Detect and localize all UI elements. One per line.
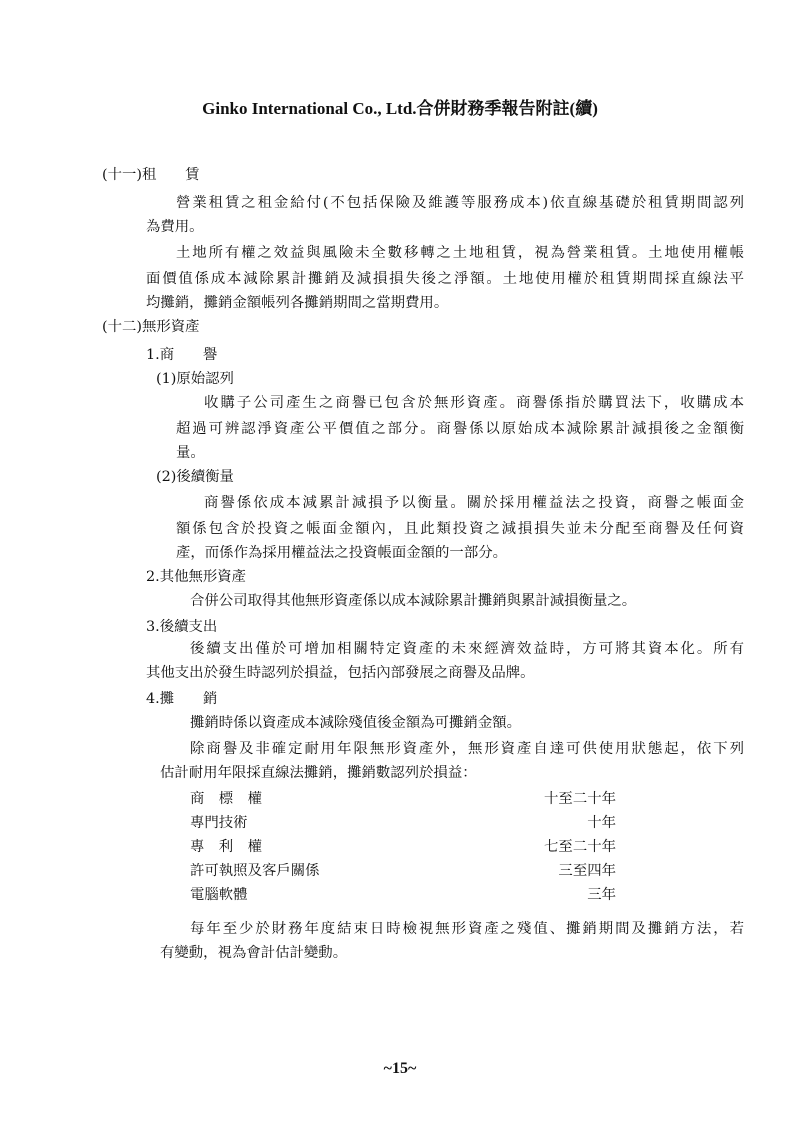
page-number: ~15~ [383, 1060, 417, 1077]
amortization-line: 除商譽及非確定耐用年限無形資產外，無形資產自達可供使用狀態起，依下列 [190, 741, 744, 757]
section-heading-intangible: (十二)無形資產 [102, 319, 200, 335]
section-heading-lease: (十一)租 賃 [102, 167, 200, 183]
useful-life-period: 七至二十年 [544, 839, 616, 855]
useful-life-period: 三至四年 [558, 863, 616, 879]
lease-paragraph-line: 營業租賃之租金給付(不包括保險及維護等服務成本)依直線基礎於租賃期間認列 [176, 195, 744, 211]
amortization-line: 估計耐用年限採直線法攤銷，攤銷數認列於損益： [160, 765, 477, 781]
useful-life-asset: 電腦軟體 [190, 887, 248, 903]
amortization-review-line: 有變動，視為會計估計變動。 [160, 945, 348, 961]
item-heading-subsequent-measurement: (2)後續衡量 [156, 469, 234, 485]
lease-paragraph-line: 均攤銷，攤銷金額帳列各攤銷期間之當期費用。 [146, 295, 449, 311]
goodwill-subsequent-line: 產，而係作為採用權益法之投資帳面金額的一部分。 [176, 545, 507, 561]
useful-life-asset: 專 利 權 [190, 839, 262, 855]
expenditure-line: 其他支出於發生時認列於損益，包括內部發展之商譽及品牌。 [146, 665, 535, 681]
page-title: Ginko International Co., Ltd.合併財務季報告附註(續) [202, 99, 598, 118]
useful-life-period: 十年 [587, 815, 616, 831]
useful-life-period: 十至二十年 [544, 791, 616, 807]
useful-life-asset: 商 標 權 [190, 791, 262, 807]
subsection-heading-amortization: 4.攤 銷 [146, 691, 218, 707]
useful-life-period: 三年 [587, 887, 616, 903]
subsection-heading-other-intangibles: 2.其他無形資產 [146, 569, 247, 585]
goodwill-subsequent-line: 額係包含於投資之帳面金額內，且此類投資之減損損失並未分配至商譽及任何資 [176, 521, 744, 537]
goodwill-initial-line: 超過可辨認淨資產公平價值之部分。商譽係以原始成本減除累計減損後之金額衡 [176, 421, 744, 437]
other-intangibles-line: 合併公司取得其他無形資產係以成本減除累計攤銷與累計減損衡量之。 [190, 593, 637, 609]
expenditure-line: 後續支出僅於可增加相關特定資產的未來經濟效益時，方可將其資本化。所有 [190, 641, 744, 657]
subsection-heading-subsequent-expenditure: 3.後續支出 [146, 619, 218, 635]
subsection-heading-goodwill: 1.商 譽 [146, 347, 218, 363]
lease-paragraph-line: 面價值係成本減除累計攤銷及減損損失後之淨額。土地使用權於租賃期間採直線法平 [146, 271, 744, 287]
item-heading-initial-recognition: (1)原始認列 [156, 371, 234, 387]
useful-life-asset: 許可執照及客戶關係 [190, 863, 320, 879]
lease-paragraph-line: 為費用。 [146, 219, 204, 235]
lease-paragraph-line: 土地所有權之效益與風險未全數移轉之土地租賃，視為營業租賃。土地使用權帳 [176, 245, 744, 261]
amortization-line: 攤銷時係以資產成本減除殘值後金額為可攤銷金額。 [190, 715, 521, 731]
amortization-review-line: 每年至少於財務年度結束日時檢視無形資產之殘值、攤銷期間及攤銷方法，若 [190, 921, 744, 937]
goodwill-initial-line: 收購子公司產生之商譽已包含於無形資產。商譽係指於購買法下，收購成本 [204, 395, 744, 411]
goodwill-subsequent-line: 商譽係依成本減累計減損予以衡量。關於採用權益法之投資，商譽之帳面金 [204, 495, 744, 511]
useful-life-asset: 專門技術 [190, 815, 248, 831]
goodwill-initial-line: 量。 [176, 445, 205, 461]
